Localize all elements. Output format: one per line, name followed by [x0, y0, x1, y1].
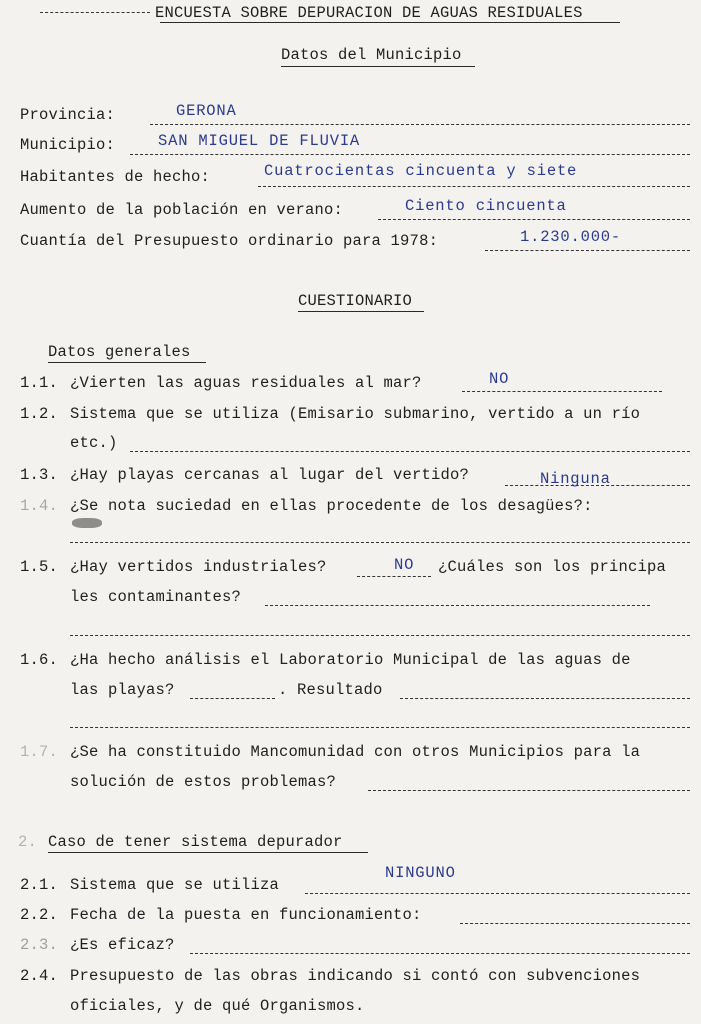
q1-7-line: [368, 790, 690, 791]
q1-2-text-a: Sistema que se utiliza (Emisario submarino, vertido a un río: [70, 405, 641, 423]
presupuesto-value: 1.230.000-: [520, 228, 622, 246]
aumento-label: Aumento de la población en verano:: [20, 201, 344, 219]
q1-1-line: [462, 391, 662, 392]
q2-2-text: Fecha de la puesta en funcionamiento:: [70, 906, 422, 924]
q1-5-text-a: ¿Hay vertidos industriales?: [70, 558, 327, 576]
q2-4-text-a: Presupuesto de las obras indicando si contó con subvenciones: [70, 967, 641, 985]
q1-5-line-a: [265, 605, 650, 606]
q1-3-answer: Ninguna: [540, 470, 611, 488]
q1-3-text: ¿Hay playas cercanas al lugar del vertido?: [70, 466, 470, 484]
presupuesto-line: [485, 250, 690, 251]
aumento-value: Ciento cincuenta: [405, 197, 567, 215]
q1-4-number: 1.4.: [20, 497, 59, 515]
subtitle-underline: [281, 66, 475, 67]
q2-1-answer: NINGUNO: [385, 864, 456, 882]
header-mark: [40, 12, 150, 13]
presupuesto-label: Cuantía del Presupuesto ordinario para 1978:: [20, 232, 439, 250]
q1-5-answer-line: [357, 576, 431, 577]
q1-5-text-b: ¿Cuáles son los principa: [438, 558, 667, 576]
q1-5-text-c: les contaminantes?: [70, 588, 242, 606]
q1-6-answer-line: [190, 698, 275, 699]
q1-6-text-a: ¿Ha hecho análisis el Laboratorio Municipal de las aguas de: [70, 651, 631, 669]
q1-2-line: [130, 451, 690, 452]
q1-4-line: [70, 542, 690, 543]
q1-3-number: 1.3.: [20, 466, 59, 484]
q1-3-line: [505, 485, 690, 486]
questionnaire-title: CUESTIONARIO: [298, 292, 413, 310]
q2-1-text: Sistema que se utiliza: [70, 876, 280, 894]
q1-6-line-b: [70, 727, 690, 728]
q2-3-text: ¿Es eficaz?: [70, 936, 175, 954]
q1-1-number: 1.1.: [20, 374, 59, 392]
section1-underline: [48, 362, 206, 363]
municipio-line: [130, 154, 690, 155]
section2-title: Caso de tener sistema depurador: [48, 833, 343, 851]
q2-4-text-b: oficiales, y de qué Organismos.: [70, 997, 365, 1015]
aumento-line: [378, 219, 690, 220]
q1-1-text: ¿Vierten las aguas residuales al mar?: [70, 374, 422, 392]
section-subtitle: Datos del Municipio: [281, 46, 462, 64]
provincia-label: Provincia:: [20, 106, 116, 124]
q2-1-line: [305, 893, 690, 894]
document-title: ENCUESTA SOBRE DEPURACION DE AGUAS RESIDUALES: [155, 4, 583, 22]
q2-1-number: 2.1.: [20, 876, 59, 894]
q1-4-text: ¿Se nota suciedad en ellas procedente de los desagües?:: [70, 497, 593, 515]
q1-5-answer: NO: [394, 556, 415, 574]
q1-7-text-a: ¿Se ha constituido Mancomunidad con otros Municipios para la: [70, 743, 641, 761]
municipio-label: Municipio:: [20, 136, 116, 154]
q1-5-number: 1.5.: [20, 558, 59, 576]
municipio-value: SAN MIGUEL DE FLUVIA: [158, 132, 361, 150]
q1-7-number: 1.7.: [20, 743, 59, 761]
q1-7-text-b: solución de estos problemas?: [70, 773, 337, 791]
q1-5-line-b: [70, 635, 690, 636]
ink-blot: [72, 518, 102, 528]
habitantes-label: Habitantes de hecho:: [20, 168, 211, 186]
q2-3-line: [190, 953, 690, 954]
q1-6-text-c: . Resultado: [278, 681, 383, 699]
q1-6-number: 1.6.: [20, 651, 59, 669]
q1-6-result-line: [400, 698, 690, 699]
habitantes-value: Cuatrocientas cincuenta y siete: [264, 162, 578, 180]
q2-2-number: 2.2.: [20, 906, 59, 924]
q1-2-number: 1.2.: [20, 405, 59, 423]
section2-number: 2.: [18, 833, 38, 851]
q1-2-text-b: etc.): [70, 434, 118, 452]
provincia-value: GERONA: [176, 102, 237, 120]
q2-4-number: 2.4.: [20, 967, 59, 985]
q2-2-line: [460, 923, 690, 924]
q1-6-text-b: las playas?: [70, 681, 175, 699]
title-underline: [160, 22, 620, 23]
section2-underline: [48, 852, 368, 853]
q1-1-answer: NO: [489, 370, 510, 388]
questionnaire-underline: [298, 311, 424, 312]
provincia-line: [150, 124, 690, 125]
section1-title: Datos generales: [48, 343, 191, 361]
habitantes-line: [258, 186, 690, 187]
q2-3-number: 2.3.: [20, 936, 59, 954]
